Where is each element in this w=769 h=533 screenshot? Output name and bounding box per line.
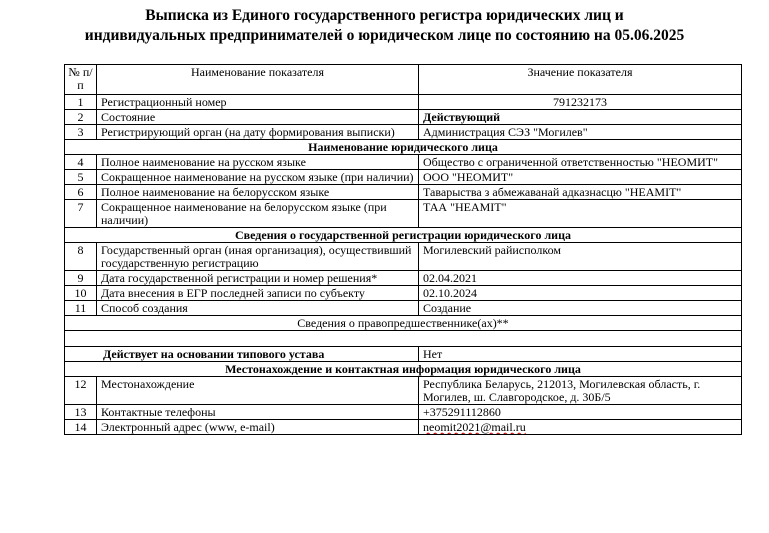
row-label: Дата государственной регистрации и номер решения* xyxy=(97,271,419,286)
row-value: Республика Беларусь, 212013, Могилевская область, г. Могилев, ш. Славгородское, д. 30Б/5 xyxy=(419,377,742,405)
row-label: Сокращенное наименование на русском языке (при наличии) xyxy=(97,170,419,185)
row-value: 02.10.2024 xyxy=(419,286,742,301)
title-line-1: Выписка из Единого государственного регистра юридических лиц и xyxy=(145,7,624,24)
row-num: 6 xyxy=(65,185,97,200)
table-header-row xyxy=(65,65,742,95)
row-value: Создание xyxy=(419,301,742,316)
section-title: Сведения о государственной регистрации юридического лица xyxy=(65,228,742,243)
row-label: Местонахождение xyxy=(97,377,419,405)
empty-cell xyxy=(65,331,742,347)
row-num: 1 xyxy=(65,95,97,110)
row-num: 4 xyxy=(65,155,97,170)
row-label: Дата внесения в ЕГР последней записи по субъекту xyxy=(97,286,419,301)
header-value: Значение показателя xyxy=(419,65,742,95)
table-row xyxy=(65,200,742,228)
row-num: 12 xyxy=(65,377,97,405)
row-label: Состояние xyxy=(97,110,419,125)
row-num: 13 xyxy=(65,405,97,420)
section-header-location xyxy=(65,362,742,377)
row-value: Действующий xyxy=(419,110,742,125)
section-title: Сведения о правопредшественнике(ах)** xyxy=(65,316,742,331)
row-value: +375291112860 xyxy=(419,405,742,420)
table-row xyxy=(65,185,742,200)
row-value: Администрация СЭЗ "Могилев" xyxy=(419,125,742,140)
row-label: Полное наименование на русском языке xyxy=(97,155,419,170)
title-line-2: индивидуальных предпринимателей о юридическом лице по состоянию на 05.06.2025 xyxy=(84,27,685,44)
row-value: ТАА "НЕАМIТ" xyxy=(419,200,742,228)
table-row xyxy=(65,420,742,435)
table-row xyxy=(65,170,742,185)
charter-label: Действует на основании типового устава xyxy=(65,347,419,362)
section-header-name xyxy=(65,140,742,155)
row-num: 7 xyxy=(65,200,97,228)
section-title: Местонахождение и контактная информация юридического лица xyxy=(65,362,742,377)
table-row xyxy=(65,243,742,271)
row-value: 791232173 xyxy=(419,95,742,110)
row-label: Государственный орган (иная организация), осуществивший государственную регистрацию xyxy=(97,243,419,271)
email-link[interactable]: neomit2021@mail.ru xyxy=(423,420,526,434)
header-num: № п/п xyxy=(65,65,97,95)
row-num: 14 xyxy=(65,420,97,435)
table-row xyxy=(65,377,742,405)
header-indicator: Наименование показателя xyxy=(97,65,419,95)
table-row xyxy=(65,301,742,316)
row-label: Способ создания xyxy=(97,301,419,316)
row-label: Регистрационный номер xyxy=(97,95,419,110)
row-label: Электронный адрес (www, e-mail) xyxy=(97,420,419,435)
table-row xyxy=(65,125,742,140)
row-value: 02.04.2021 xyxy=(419,271,742,286)
table-row xyxy=(65,286,742,301)
charter-value: Нет xyxy=(419,347,742,362)
section-header-registration xyxy=(65,228,742,243)
row-num: 9 xyxy=(65,271,97,286)
table-row xyxy=(65,95,742,110)
row-value: Могилевский райисполком xyxy=(419,243,742,271)
row-value: Таварыства з абмежаванай адказнасцю "НЕАМIТ" xyxy=(419,185,742,200)
row-num: 3 xyxy=(65,125,97,140)
empty-row xyxy=(65,331,742,347)
section-title: Наименование юридического лица xyxy=(65,140,742,155)
table-row xyxy=(65,155,742,170)
row-num: 10 xyxy=(65,286,97,301)
registry-extract-table xyxy=(64,64,742,435)
row-value: Общество с ограниченной ответственностью "НЕОМИТ" xyxy=(419,155,742,170)
row-label: Полное наименование на белорусском языке xyxy=(97,185,419,200)
row-label: Регистрирующий орган (на дату формирования выписки) xyxy=(97,125,419,140)
table-row xyxy=(65,405,742,420)
section-header-predecessor xyxy=(65,316,742,331)
table-row xyxy=(65,110,742,125)
row-value: ООО "НЕОМИТ" xyxy=(419,170,742,185)
row-num: 8 xyxy=(65,243,97,271)
charter-row xyxy=(65,347,742,362)
row-num: 11 xyxy=(65,301,97,316)
row-value xyxy=(419,420,742,435)
row-num: 2 xyxy=(65,110,97,125)
row-num: 5 xyxy=(65,170,97,185)
row-label: Сокращенное наименование на белорусском языке (при наличии) xyxy=(97,200,419,228)
table-row xyxy=(65,271,742,286)
document-title xyxy=(0,6,769,46)
row-label: Контактные телефоны xyxy=(97,405,419,420)
